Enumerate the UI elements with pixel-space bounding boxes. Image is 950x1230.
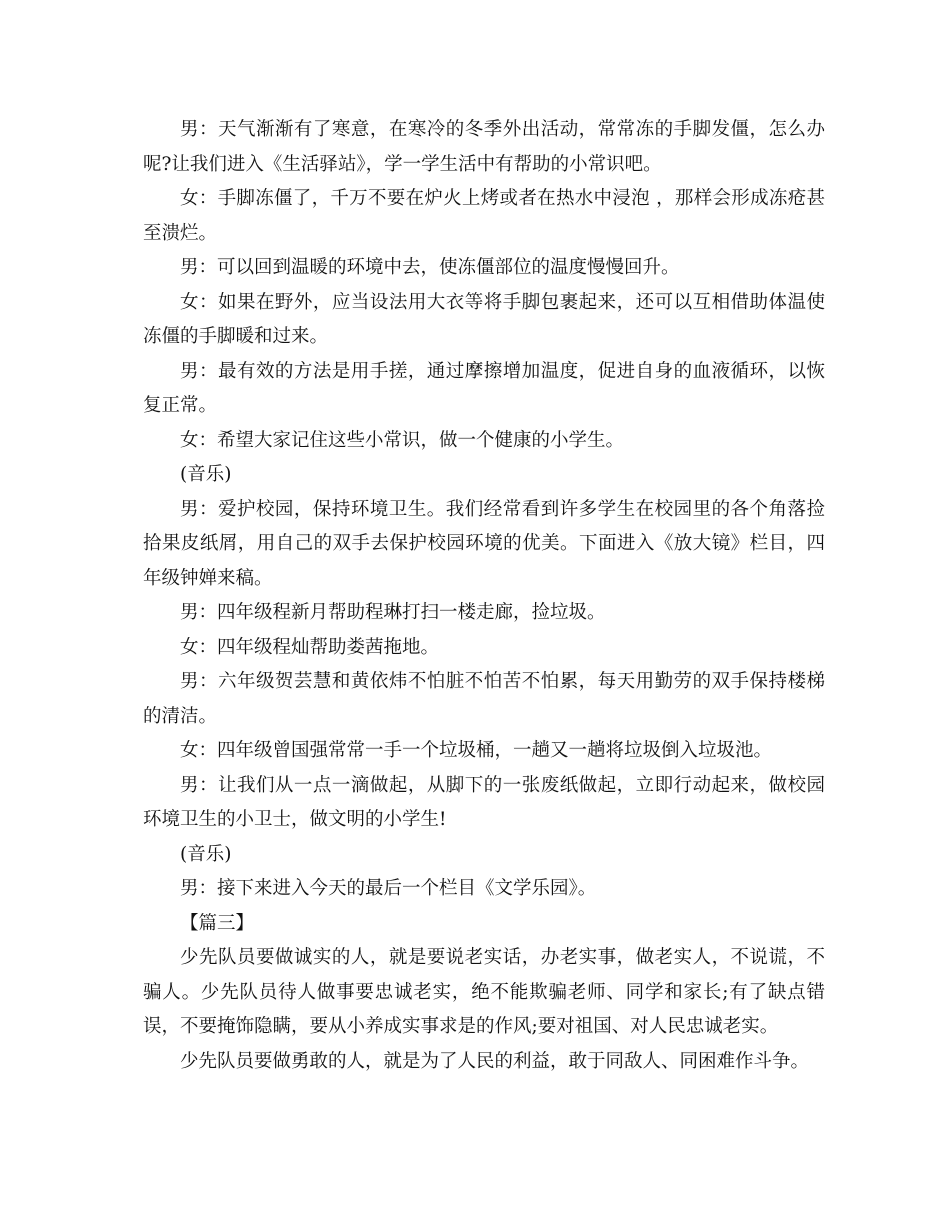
paragraph-7: 男：爱护校园，保持环境卫生。我们经常看到许多学生在校园里的各个角落捡拾果皮纸屑，用自己的双手去保护校园环境的优美。下面进入《放大镜》栏目，四年级钟婵来稿。 xyxy=(143,498,825,589)
paragraph-14: 少先队员要做诚实的人，就是要说老实话，办老实事，做老实人，不说谎，不骗人。少先队员待人做事要忠诚老实，绝不能欺骗老师、同学和家长;有了缺点错误，不要掩饰隐瞒，要从小养成实事求是的作风;要对祖国、对人民忠诚老实。 xyxy=(143,947,825,1037)
paragraph-4: 女：如果在野外，应当设法用大衣等将手脚包裹起来，还可以互相借助体温使冻僵的手脚暖和过来。 xyxy=(143,291,825,347)
music-cue-2: (音乐) xyxy=(180,843,232,865)
paragraph-6: 女：希望大家记住这些小常识，做一个健康的小学生。 xyxy=(180,429,625,451)
music-cue-1: (音乐) xyxy=(180,464,232,485)
paragraph-1: 男：天气渐渐有了寒意，在寒冷的冬季外出活动，常常冻的手脚发僵，怎么办呢?让我们进入《生活驿站》，学一学生活中有帮助的小常识吧。 xyxy=(143,119,825,175)
paragraph-9: 女：四年级程灿帮助娄茜拖地。 xyxy=(180,636,440,658)
paragraph-8: 男：四年级程新月帮助程琳打扫一楼走廊，捡垃圾。 xyxy=(180,602,606,623)
document-body xyxy=(143,113,825,1079)
paragraph-3: 男：可以回到温暖的环境中去，使冻僵部位的温度慢慢回升。 xyxy=(180,257,680,278)
paragraph-10: 男：六年级贺芸慧和黄依炜不怕脏不怕苦不怕累，每天用勤劳的双手保持楼梯的清洁。 xyxy=(143,671,825,727)
paragraph-5: 男：最有效的方法是用手搓，通过摩擦增加温度，促进自身的血液循环，以恢复正常。 xyxy=(143,360,825,416)
paragraph-11: 女：四年级曾国强常常一手一个垃圾桶，一趟又一趟将垃圾倒入垃圾池。 xyxy=(180,740,773,761)
paragraph-15: 少先队员要做勇敢的人，就是为了人民的利益，敢于同敌人、同困难作斗争。 xyxy=(180,1050,810,1072)
paragraph-12: 男：让我们从一点一滴做起，从脚下的一张废纸做起，立即行动起来，做校园环境卫生的小卫士，做文明的小学生! xyxy=(143,774,825,830)
section-heading: 【篇三】 xyxy=(180,912,255,934)
paragraph-2: 女：手脚冻僵了，千万不要在炉火上烤或者在热水中浸泡 ，那样会形成冻疮甚至溃烂。 xyxy=(143,188,825,244)
paragraph-13: 男：接下来进入今天的最后一个栏目《文学乐园》。 xyxy=(180,878,597,899)
